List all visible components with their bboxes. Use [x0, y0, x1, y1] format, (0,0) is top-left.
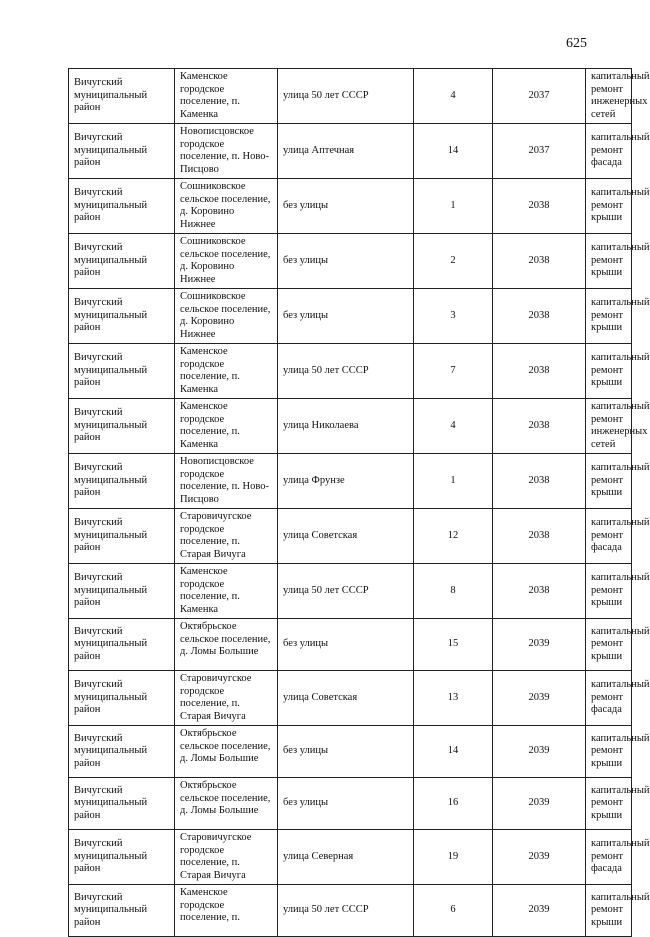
year-cell: 2038 — [493, 454, 586, 509]
table-row — [69, 830, 632, 885]
page-number: 625 — [566, 36, 587, 51]
settlement-cell: Октябрьское сельское поселение, д. Ломы Большие — [175, 619, 278, 671]
work-type-cell: капитальный ремонт фасада — [586, 124, 632, 179]
district-cell: Вичугский муниципальный район — [69, 619, 175, 671]
year-cell: 2039 — [493, 619, 586, 671]
year-cell: 2038 — [493, 509, 586, 564]
repair-schedule-table — [68, 68, 650, 937]
house-number-cell: 16 — [414, 778, 493, 830]
street-cell: без улицы — [278, 234, 414, 289]
settlement-cell: Каменское городское поселение, п. Каменка — [175, 564, 278, 619]
work-type-cell: капитальный ремонт крыши — [586, 726, 632, 778]
district-cell: Вичугский муниципальный район — [69, 124, 175, 179]
settlement-cell: Октябрьское сельское поселение, д. Ломы Большие — [175, 778, 278, 830]
house-number-cell: 7 — [414, 344, 493, 399]
street-cell: без улицы — [278, 179, 414, 234]
settlement-cell: Каменское городское поселение, п. — [175, 885, 278, 937]
table-body — [69, 69, 650, 937]
work-type-cell: капитальный ремонт фасада — [586, 671, 632, 726]
settlement-cell: Октябрьское сельское поселение, д. Ломы Большие — [175, 726, 278, 778]
house-number-cell: 3 — [414, 289, 493, 344]
district-cell: Вичугский муниципальный район — [69, 778, 175, 830]
work-type-cell: капитальный ремонт фасада — [586, 509, 632, 564]
year-cell: 2038 — [493, 564, 586, 619]
house-number-cell: 8 — [414, 564, 493, 619]
house-number-cell: 13 — [414, 671, 493, 726]
street-cell: улица Аптечная — [278, 124, 414, 179]
street-cell: улица Советская — [278, 671, 414, 726]
district-cell: Вичугский муниципальный район — [69, 344, 175, 399]
table-row — [69, 885, 632, 937]
house-number-cell: 4 — [414, 69, 493, 124]
work-type-cell: капитальный ремонт крыши — [586, 564, 632, 619]
district-cell: Вичугский муниципальный район — [69, 830, 175, 885]
street-cell: улица Советская — [278, 509, 414, 564]
district-cell: Вичугский муниципальный район — [69, 454, 175, 509]
street-cell: улица 50 лет СССР — [278, 69, 414, 124]
house-number-cell: 1 — [414, 179, 493, 234]
house-number-cell: 6 — [414, 885, 493, 937]
house-number-cell: 14 — [414, 726, 493, 778]
house-number-cell: 2 — [414, 234, 493, 289]
street-cell: улица 50 лет СССР — [278, 885, 414, 937]
street-cell: улица Николаева — [278, 399, 414, 454]
district-cell: Вичугский муниципальный район — [69, 885, 175, 937]
street-cell: улица 50 лет СССР — [278, 344, 414, 399]
work-type-cell: капитальный ремонт крыши — [586, 234, 632, 289]
street-cell: без улицы — [278, 778, 414, 830]
year-cell: 2037 — [493, 124, 586, 179]
settlement-cell: Сошниковское сельское поселение, д. Коровино Нижнее — [175, 179, 278, 234]
table-row — [69, 69, 632, 124]
district-cell: Вичугский муниципальный район — [69, 399, 175, 454]
settlement-cell: Старовичугское городское поселение, п. Старая Вичуга — [175, 830, 278, 885]
settlement-cell: Сошниковское сельское поселение, д. Коровино Нижнее — [175, 289, 278, 344]
work-type-cell: капитальный ремонт крыши — [586, 619, 632, 671]
street-cell: без улицы — [278, 289, 414, 344]
house-number-cell: 12 — [414, 509, 493, 564]
house-number-cell: 4 — [414, 399, 493, 454]
year-cell: 2038 — [493, 234, 586, 289]
district-cell: Вичугский муниципальный район — [69, 509, 175, 564]
house-number-cell: 19 — [414, 830, 493, 885]
settlement-cell: Старовичугское городское поселение, п. Старая Вичуга — [175, 671, 278, 726]
year-cell: 2038 — [493, 179, 586, 234]
year-cell: 2039 — [493, 778, 586, 830]
district-cell: Вичугский муниципальный район — [69, 726, 175, 778]
year-cell: 2039 — [493, 726, 586, 778]
table-row — [69, 399, 632, 454]
work-type-cell: капитальный ремонт крыши — [586, 179, 632, 234]
table-row — [69, 671, 632, 726]
house-number-cell: 14 — [414, 124, 493, 179]
district-cell: Вичугский муниципальный район — [69, 671, 175, 726]
settlement-cell: Каменское городское поселение, п. Каменка — [175, 399, 278, 454]
settlement-cell: Каменское городское поселение, п. Каменка — [175, 344, 278, 399]
year-cell: 2039 — [493, 671, 586, 726]
table-row — [69, 778, 632, 830]
table-row — [69, 619, 632, 671]
house-number-cell: 1 — [414, 454, 493, 509]
year-cell: 2038 — [493, 399, 586, 454]
table-row — [69, 726, 632, 778]
work-type-cell: капитальный ремонт крыши — [586, 344, 632, 399]
table-row — [69, 454, 632, 509]
year-cell: 2039 — [493, 830, 586, 885]
table-row — [69, 509, 632, 564]
street-cell: улица 50 лет СССР — [278, 564, 414, 619]
settlement-cell: Новописцовское городское поселение, п. Ново-Писцово — [175, 124, 278, 179]
year-cell: 2038 — [493, 344, 586, 399]
table-row — [69, 289, 632, 344]
district-cell: Вичугский муниципальный район — [69, 234, 175, 289]
work-type-cell: капитальный ремонт крыши — [586, 778, 632, 830]
table-row — [69, 564, 632, 619]
year-cell: 2038 — [493, 289, 586, 344]
work-type-cell: капитальный ремонт инженерных сетей — [586, 399, 632, 454]
table-row — [69, 124, 632, 179]
work-type-cell: капитальный ремонт фасада — [586, 830, 632, 885]
district-cell: Вичугский муниципальный район — [69, 564, 175, 619]
work-type-cell: капитальный ремонт инженерных сетей — [586, 69, 632, 124]
street-cell: улица Фрунзе — [278, 454, 414, 509]
settlement-cell: Старовичугское городское поселение, п. Старая Вичуга — [175, 509, 278, 564]
street-cell: без улицы — [278, 726, 414, 778]
house-number-cell: 15 — [414, 619, 493, 671]
district-cell: Вичугский муниципальный район — [69, 289, 175, 344]
district-cell: Вичугский муниципальный район — [69, 69, 175, 124]
street-cell: улица Северная — [278, 830, 414, 885]
table-row — [69, 179, 632, 234]
settlement-cell: Сошниковское сельское поселение, д. Коровино Нижнее — [175, 234, 278, 289]
year-cell: 2039 — [493, 885, 586, 937]
street-cell: без улицы — [278, 619, 414, 671]
table-row — [69, 344, 632, 399]
work-type-cell: капитальный ремонт крыши — [586, 289, 632, 344]
work-type-cell: капитальный ремонт крыши — [586, 454, 632, 509]
district-cell: Вичугский муниципальный район — [69, 179, 175, 234]
settlement-cell: Каменское городское поселение, п. Каменка — [175, 69, 278, 124]
settlement-cell: Новописцовское городское поселение, п. Ново-Писцово — [175, 454, 278, 509]
year-cell: 2037 — [493, 69, 586, 124]
table-row — [69, 234, 632, 289]
work-type-cell: капитальный ремонт крыши — [586, 885, 632, 937]
